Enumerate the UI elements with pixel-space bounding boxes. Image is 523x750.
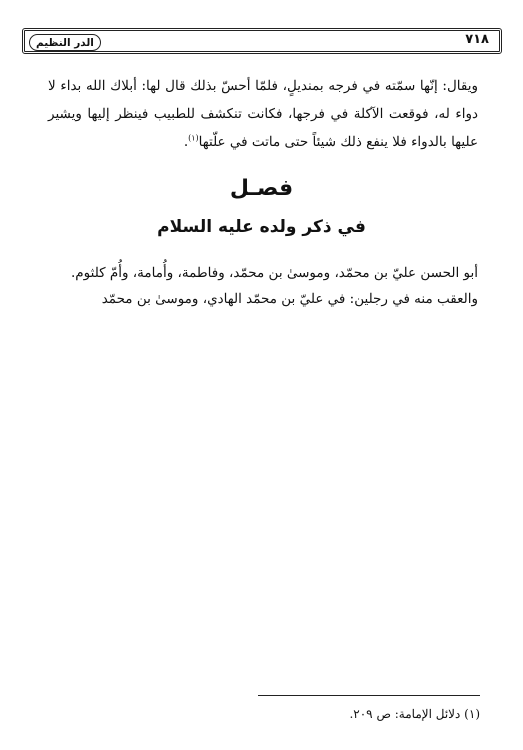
footnote-divider xyxy=(258,695,480,696)
footnote: (١) دلائل الإمامة: ص ٢٠٩. xyxy=(349,707,480,721)
paragraph-text: ويقال: إنّها سمّته في فرجه بمنديلٍ، فلمّا أحسّ بذلك قال لها: أبلاك الله بداء لا دواء له، فوقعت الآكلة في فرجها، فكانت تنكشف للطبيب فينظر إليها ويشير عليها بالدواء فلا ينفع ذلك شيئاً حتى ماتت في علّتها xyxy=(48,78,478,150)
footnote-reference: (١) xyxy=(188,133,199,143)
running-header xyxy=(22,28,502,54)
section-subheading: في ذكر ولده عليه السلام xyxy=(157,217,366,237)
paragraph-end: . xyxy=(183,134,189,150)
section-heading: فصـل xyxy=(229,176,294,201)
children-line-1: أبو الحسن عليّ بن محمّد، وموسىٰ بن محمّد، وفاطمة، وأُمامة، وأُمّ كلثوم. xyxy=(71,265,478,281)
page-number: ٧١٨ xyxy=(465,32,489,47)
header-title-frame xyxy=(29,34,101,51)
children-line-2: والعقب منه في رجلين: في عليّ بن محمّد الهادي، وموسىٰ بن محمّد xyxy=(101,291,478,307)
book-title: الدر النظيم xyxy=(36,36,94,49)
children-paragraph xyxy=(48,260,478,312)
body-paragraph xyxy=(48,72,478,156)
